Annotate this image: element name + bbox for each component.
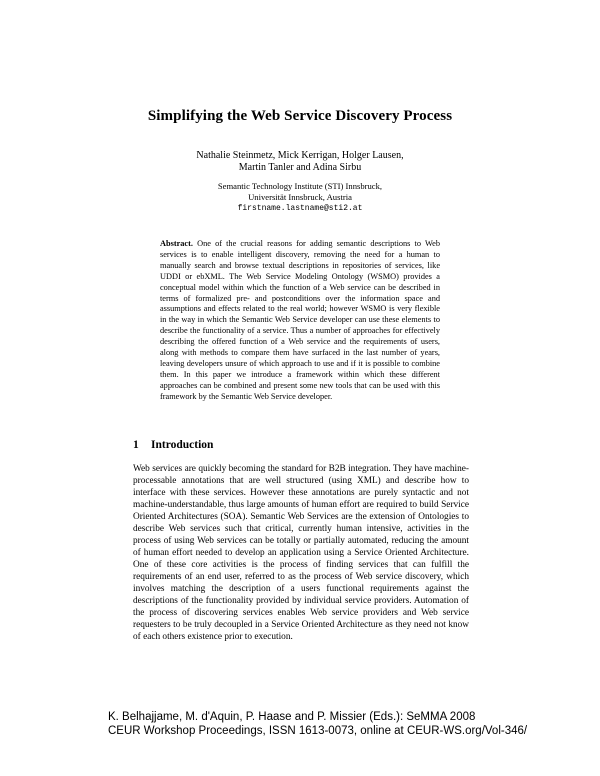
authors-line-1: Nathalie Steinmetz, Mick Kerrigan, Holger Lausen,: [196, 150, 404, 161]
abstract: [160, 239, 440, 403]
affiliation: [0, 181, 600, 214]
footer-proceedings: CEUR Workshop Proceedings, ISSN 1613-0073, online at CEUR-WS.org/Vol-346/: [108, 725, 528, 737]
section-heading: [133, 439, 213, 451]
footer-editors: K. Belhajjame, M. d'Aquin, P. Haase and P. Missier (Eds.): SeMMA 2008: [108, 711, 476, 723]
abstract-text: One of the crucial reasons for adding semantic descriptions to Web services is to enable intelligent discovery, removing the need for a human to manually search and browse textual descriptions in repositories of services, like UDDI or ebXML. The Web Service Modeling Ontology (WSMO) provides a conceptual model within which the function of a Web service can be described in terms of formalized pre- and postconditions over the information space and assumptions and effects related to the real world; however WSMO is very flexible in the way in which the Semantic Web Service developer can use these elements to describe the functionality of a service. Thus a number of approaches for effectively describing the offered function of a Web service and the requirements of users, along with methods to compare them have surfaced in the last number of years, leaving developers unsure of which approach to use and if it is possible to combine them. In this paper we introduce a framework within which these different approaches can be combined and present some new tools that can be used with this framework by the Semantic Web Service developer.: [160, 239, 440, 401]
section-title: Introduction: [151, 439, 214, 451]
affiliation-line-1: Semantic Technology Institute (STI) Innsbruck,: [217, 181, 383, 191]
author-list: [0, 150, 600, 174]
authors-line-2: Martin Tanler and Adina Sirbu: [238, 162, 362, 173]
proceedings-footer: [108, 710, 527, 738]
section-number: 1: [133, 439, 139, 451]
abstract-label: Abstract.: [160, 239, 193, 248]
paper-title: Simplifying the Web Service Discovery Process: [147, 108, 453, 124]
introduction-paragraph: Web services are quickly becoming the standard for B2B integration. They have machine-processable annotations that are well structured (using XML) and describe how to interface with these services. However these annotations are purely syntactic and not machine-understandable, thus large amounts of human effort are required to build Service Oriented Architectures (SOA). Semantic Web Services are the extension of Ontologies to describe Web services such that critical, currently human intensive, activities in the process of using Web services can be totally or partially automated, reducing the amount of human effort needed to develop an application using a Service Oriented Architecture. One of these core activities is the process of finding services that can fulfill the requirements of an end user, referred to as the process of Web service discovery, which involves matching the description of a users functional requirements against the descriptions of the functionality provided by individual service providers. Automation of the process of discovering services enables Web service providers and Web service requesters to be truly decoupled in a Service Oriented Architecture as they need not know of each others existence prior to execution.: [133, 464, 469, 642]
author-email: firstname.lastname@sti2.at: [237, 204, 363, 213]
affiliation-line-2: Universität Innsbruck, Austria: [248, 192, 352, 202]
